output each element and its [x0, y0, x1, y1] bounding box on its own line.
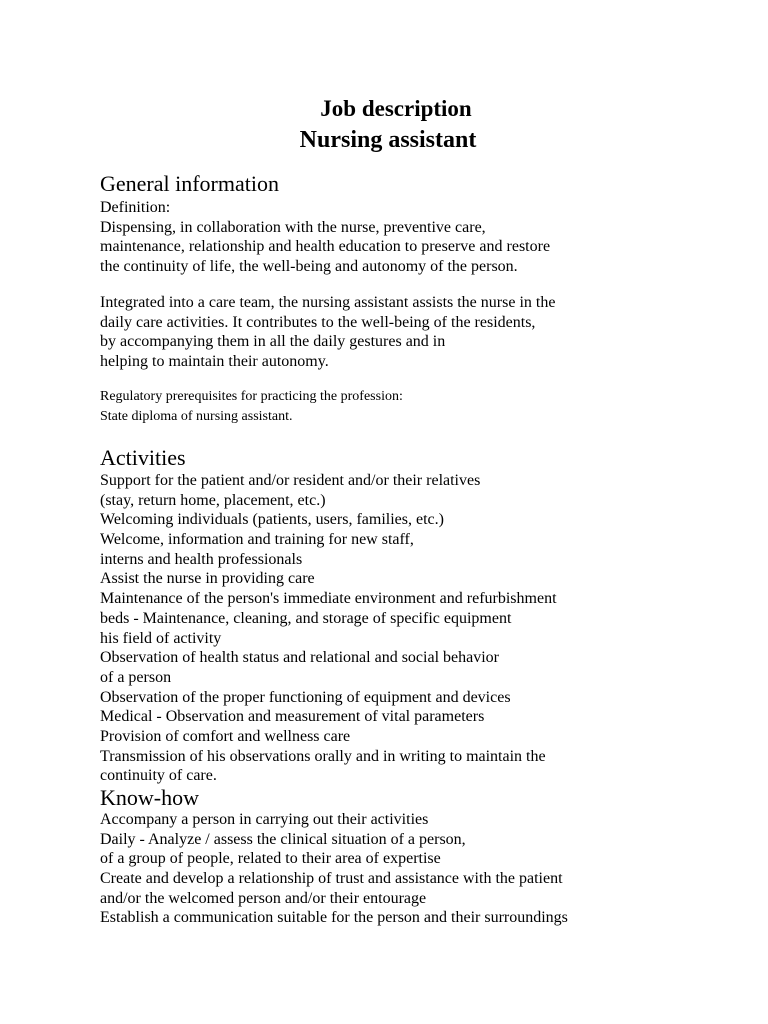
- know-how-line: of a group of people, related to their area of expertise: [100, 850, 441, 868]
- integration-line: helping to maintain their autonomy.: [100, 353, 329, 371]
- activity-line: Welcoming individuals (patients, users, families, etc.): [100, 511, 444, 529]
- activity-line: Support for the patient and/or resident and/or their relatives: [100, 472, 481, 489]
- prerequisites-line: Regulatory prerequisites for practicing the profession:: [100, 389, 403, 404]
- know-how-line: Create and develop a relationship of trust and assistance with the patient: [100, 870, 563, 888]
- know-how-line: Daily - Analyze / assess the clinical situation of a person,: [100, 830, 466, 848]
- know-how-line: Accompany a person in carrying out their activities: [100, 811, 429, 828]
- activity-line: beds - Maintenance, cleaning, and storage of specific equipment: [100, 609, 512, 627]
- activity-line: Provision of comfort and wellness care: [100, 727, 351, 745]
- activity-line: of a person: [100, 668, 172, 686]
- activity-line: Welcome, information and training for new staff,: [100, 531, 414, 549]
- definition-line: Dispensing, in collaboration with the nurse, preventive care,: [100, 218, 486, 236]
- know-how-heading: Know-how: [100, 785, 199, 810]
- activities-heading: Activities: [100, 445, 186, 470]
- activity-line: Assist the nurse in providing care: [100, 570, 315, 588]
- integration-line: daily care activities. It contributes to the well-being of the residents,: [100, 313, 536, 331]
- activity-line: interns and health professionals: [100, 550, 303, 568]
- prerequisites-paragraph: [100, 387, 660, 427]
- document-subtitle: Nursing assistant: [299, 127, 477, 153]
- integration-line: by accompanying them in all the daily gestures and in: [100, 333, 446, 351]
- activity-line: (stay, return home, placement, etc.): [100, 491, 326, 509]
- know-how-line: Establish a communication suitable for the person and their surroundings: [100, 909, 568, 927]
- general-information-heading: General information: [100, 171, 279, 196]
- activity-line: Medical - Observation and measurement of vital parameters: [100, 708, 485, 726]
- document-title: Job description: [320, 96, 472, 121]
- know-how-line: and/or the welcomed person and/or their entourage: [100, 889, 427, 907]
- activity-line: Transmission of his observations orally and in writing to maintain the: [100, 747, 546, 765]
- activity-line: his field of activity: [100, 629, 222, 647]
- definition-line: maintenance, relationship and health education to preserve and restore: [100, 238, 551, 256]
- activity-line: Observation of health status and relational and social behavior: [100, 649, 499, 667]
- definition-line: the continuity of life, the well-being and autonomy of the person.: [100, 258, 518, 276]
- activities-list: [100, 471, 660, 786]
- activity-line: continuity of care.: [100, 767, 217, 785]
- integration-paragraph: [100, 293, 660, 372]
- integration-line: Integrated into a care team, the nursing assistant assists the nurse in the: [100, 294, 556, 311]
- know-how-list: [100, 810, 660, 928]
- definition-paragraph: [100, 198, 660, 277]
- activity-line: Maintenance of the person's immediate environment and refurbishment: [100, 590, 557, 608]
- activity-line: Observation of the proper functioning of equipment and devices: [100, 688, 511, 706]
- prerequisites-line: State diploma of nursing assistant.: [100, 409, 293, 424]
- definition-label: Definition:: [100, 199, 171, 216]
